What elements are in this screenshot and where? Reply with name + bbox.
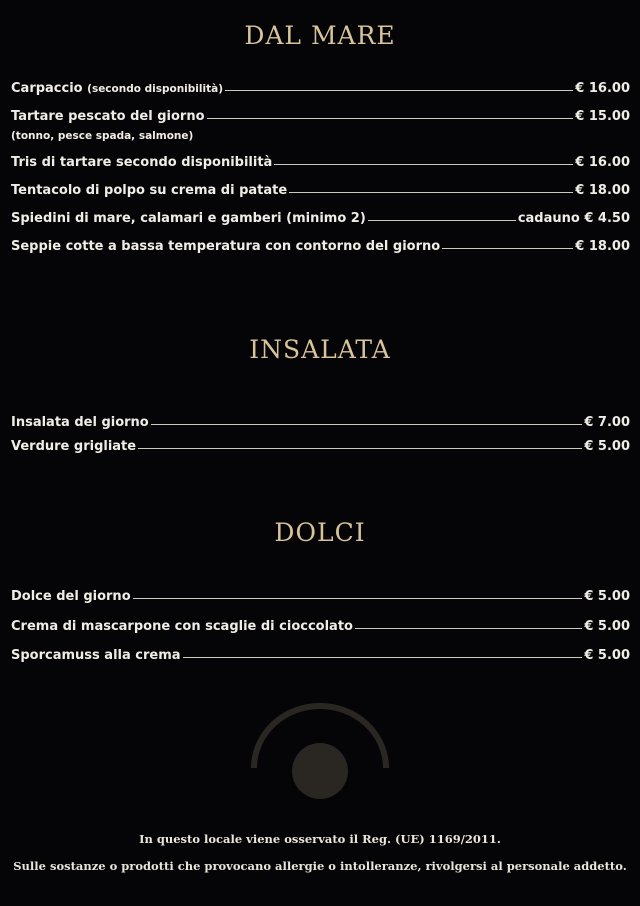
menu-item	[11, 82, 630, 110]
menu-item	[11, 416, 630, 440]
item-price: € 5.00	[584, 589, 630, 604]
item-price: € 18.00	[575, 239, 630, 254]
dotted-leader	[368, 220, 516, 221]
allergen-notice: Sulle sostanze o prodotti che provocano allergie o intolleranze, rivolgersi al personale addetto.	[13, 859, 627, 873]
legal-notice: In questo locale viene osservato il Reg. (UE) 1169/2011.	[139, 832, 501, 846]
dotted-leader	[151, 424, 583, 425]
menu-item	[11, 440, 630, 468]
menu-item	[11, 110, 630, 130]
item-price: € 16.00	[575, 81, 630, 96]
item-price: € 7.00	[584, 415, 630, 430]
item-price: € 5.00	[584, 648, 630, 663]
item-price: cadauno € 4.50	[517, 211, 630, 226]
section-title-insalata: INSALATA	[249, 335, 391, 364]
item-name: Sporcamuss alla crema	[11, 648, 181, 663]
item-subtitle: (tonno, pesce spada, salmone)	[11, 130, 194, 142]
section-title-dal-mare: DAL MARE	[244, 21, 396, 50]
dotted-leader	[442, 248, 573, 249]
section-list-insalata	[11, 416, 630, 468]
arc-and-dot-logo-icon	[248, 700, 392, 810]
menu-item	[11, 590, 630, 620]
menu-item	[11, 620, 630, 649]
item-price: € 5.00	[584, 619, 630, 634]
item-price: € 15.00	[575, 109, 630, 124]
item-name: Carpaccio	[11, 81, 83, 96]
dotted-leader	[183, 657, 583, 658]
item-name: Tartare pescato del giorno	[11, 109, 205, 124]
item-name: Insalata del giorno	[11, 415, 149, 430]
item-name: Verdure grigliate	[11, 439, 137, 454]
dotted-leader	[274, 164, 573, 165]
item-price: € 5.00	[584, 439, 630, 454]
menu-item	[11, 649, 630, 677]
dotted-leader	[289, 192, 573, 193]
item-name: Dolce del giorno	[11, 589, 131, 604]
dotted-leader	[355, 628, 582, 629]
section-list-dolci	[11, 590, 630, 677]
item-name: Crema di mascarpone con scaglie di cioccolato	[11, 619, 353, 634]
menu-item	[11, 184, 630, 212]
dotted-leader	[207, 118, 574, 119]
dotted-leader	[225, 90, 573, 91]
item-price: € 18.00	[575, 183, 630, 198]
section-list-dal-mare	[11, 82, 630, 268]
item-name: Spiedini di mare, calamari e gamberi (minimo 2)	[11, 211, 366, 226]
item-detail: (secondo disponibilità)	[87, 83, 223, 95]
dotted-leader	[138, 448, 582, 449]
menu-item	[11, 212, 630, 240]
menu-item	[11, 240, 630, 268]
item-name: Tentacolo di polpo su crema di patate	[11, 183, 288, 198]
item-name: Tris di tartare secondo disponibilità	[11, 155, 273, 170]
item-name: Seppie cotte a bassa temperatura con contorno del giorno	[11, 239, 441, 254]
section-title-dolci: DOLCI	[274, 518, 366, 547]
item-price: € 16.00	[575, 155, 630, 170]
dotted-leader	[133, 598, 583, 599]
menu-item	[11, 156, 630, 184]
